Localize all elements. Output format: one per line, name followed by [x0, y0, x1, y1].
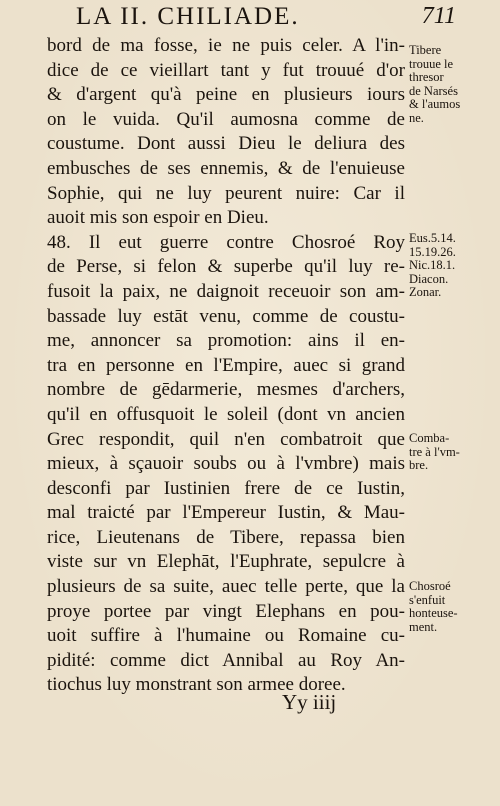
- text-line: & d'argent qu'à peine en plusieurs iours: [47, 84, 405, 106]
- text-line: dice de ce vieillart tant y fut trouué d'or: [47, 59, 405, 81]
- margin-note-line: Nic.18.1.: [409, 258, 456, 272]
- main-text: [47, 34, 405, 698]
- margin-note-line: honteuse-: [409, 606, 458, 620]
- text-line: auoit mis son espoir en Dieu.: [47, 207, 269, 229]
- margin-note-line: ne.: [409, 110, 424, 125]
- text-line: proye portee par vingt Elephans en pou-: [47, 600, 405, 622]
- margin-note-line: Chosroé: [409, 579, 451, 593]
- text-line: fusoit la paix, ne daignoit receuoir son am-: [47, 280, 405, 302]
- text-line: bassade luy estāt venu, comme de coustu-: [47, 305, 405, 327]
- text-line: desconfi par Iustinien frere de ce Iustin,: [47, 477, 405, 499]
- text-line: nombre de gēdarmerie, mesmes d'archers,: [47, 379, 405, 401]
- text-line: embusches de ses ennemis, & de l'enuieuse: [47, 157, 405, 179]
- text-line: me, annoncer sa promotion: ains il en-: [47, 330, 405, 352]
- margin-note-sources: [409, 232, 456, 300]
- text-line: 48. Il eut guerre contre Chosroé Roy: [47, 231, 405, 253]
- text-line: qu'il en offusquoit le soleil (dont vn ancien: [47, 403, 405, 425]
- text-line: bord de ma fosse, ie ne puis celer. A l'in-: [47, 35, 405, 56]
- margin-note-line: & l'aumos: [409, 97, 461, 111]
- margin-note-tibere: [409, 44, 460, 125]
- text-line: pidité: comme dict Annibal au Roy An-: [47, 649, 405, 671]
- text-line: tiochus luy monstrant son armee doree.: [47, 674, 346, 696]
- text-line: on le vuida. Qu'il aumosna comme de: [47, 108, 405, 130]
- text-line: plusieurs de sa suite, auec telle perte, que la: [47, 576, 405, 598]
- text-line: Sophie, qui ne luy peurent nuire: Car il: [47, 182, 405, 204]
- margin-note-line: de Narsés: [409, 83, 458, 98]
- text-line: rice, Lieutenans de Tibere, repassa bien: [47, 526, 405, 548]
- text-line: de Perse, si felon & superbe qu'il luy re-: [47, 256, 405, 278]
- text-line: tra en personne en l'Empire, auec si grand: [47, 354, 405, 376]
- text-line: uoit suffire à l'humaine ou Romaine cu-: [47, 625, 405, 647]
- margin-note-line: bre.: [409, 458, 429, 472]
- margin-note-line: Eus.5.14.: [409, 231, 456, 245]
- margin-note-line: Comba-: [409, 431, 450, 445]
- running-title: LA II. CHILIADE.: [76, 3, 300, 30]
- margin-note-line: Zonar.: [409, 285, 442, 299]
- margin-note-line: ment.: [409, 619, 438, 634]
- signature-mark: Yy iiij: [282, 690, 337, 714]
- margin-note-combatre: [409, 432, 460, 473]
- text-line: coustume. Dont aussi Dieu le deliura des: [47, 133, 405, 155]
- margin-note-line: trouue le: [409, 56, 454, 71]
- text-line: mieux, à sçauoir soubs ou à l'vmbre) mais: [47, 453, 405, 475]
- running-head: [76, 3, 456, 33]
- margin-note-line: 15.19.26.: [409, 244, 456, 259]
- margin-note-line: s'enfuit: [409, 592, 446, 607]
- margin-note-chosroe: [409, 580, 458, 634]
- margin-note-line: Tibere: [409, 43, 442, 57]
- text-line: viste sur vn Elephāt, l'Euphrate, sepulcre à: [47, 551, 405, 573]
- margin-note-line: thresor: [409, 70, 444, 84]
- text-line: Grec respondit, quil n'en combatroit que: [47, 428, 405, 450]
- text-line: mal traicté par l'Empereur Iustin, & Mau-: [47, 502, 405, 524]
- page-number: 711: [421, 3, 456, 29]
- margin-note-line: Diacon.: [409, 271, 449, 286]
- margin-note-line: tre à l'vm-: [409, 444, 460, 459]
